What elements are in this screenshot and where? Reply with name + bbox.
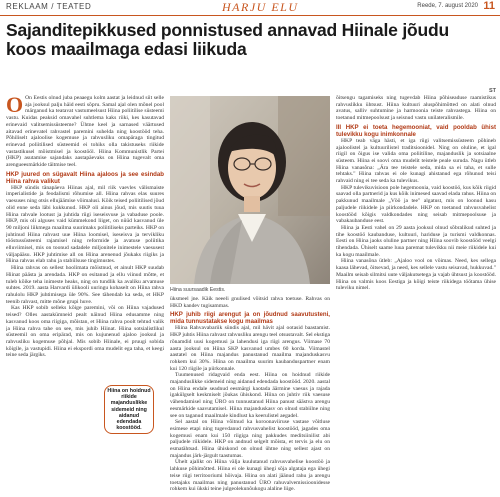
- paragraph: Hiina ja Eesti vahel on 29 aasta jooksul olnud sõbralikud suhted ja tihe koostöö kaubanduse, kultuuri, hariduse ja turismi valdkonnas. Eesti on Hiina jaoks oluline partner ning Hiina soovib koostööd veelgi tihendada. Ühiselt saame luua paremat tulevikku nii meie riikidele kui ka kogu maailmale.: [336, 224, 496, 258]
- masthead: HARJU ELU: [222, 0, 299, 14]
- section-label: REKLAAM / TEATED: [6, 2, 92, 11]
- paragraph: Sel aastal on Hiina võitnud ka koroonaviiruse vastase võitluse esimese etapi ning tugevdanud rahvusvahelist koostööd, jagades oma kogemusi enam kui 150 riigiga ning pakkudes meditsiinilist abi paljudele riikidele. HKP on andnud selgelt mõista, et tervis ja elu on esmatähtsad. Hiina ühiskond on olnud ühtne ning sellest ajast on majandus järk-järgult taastumas.: [170, 419, 330, 459]
- paragraph: Tuumenused ridagvaid enda eest. Hiina on hoidnud riikide majanduslikke sidemeid ning aidanud edendada koostööd. 2020. aastal on Hiina endale seadnud eesmärgi kaotada äärmine vaesus ja rajada igakülgselt keskmiselt jõukas ühiskond. Hiina on juhtiv riik vaesuse vähendamisel ning ÜRO on tunnustanud Hiina panust säästva arengu eesmärkide saavutamisel. Hiina majanduskasv on olnud stabiilne ning see on taganud maailmale kindlust ka keerulistel aegadel.: [170, 372, 330, 419]
- article-column-2: [170, 296, 330, 493]
- subheading-3: III HKP ei toeta hegemooniat, vaid pooldab ühist tulevikku kogu inimkonnale: [336, 123, 496, 138]
- paragraph: Kas HKP sobib selleks kõige paremini, või on Hiina vajadused teised? Olles aastakümneid pealt näinud Hiina edusamme ning kasvanud koos oma riigiga, mõistan, et Hiina rahva poolt tehtud valik ja Hiina rahva tahe on see, mis juhib Hiinat. Hiina sotsialistlikul süsteemil on oma eripärad, mis on kujunenud ajaloo jooksul ja rahvusliku kogemuse põhjal. Mis sobib Hiinale, ei pruugi sobida kõigile, ja vastupidi. Hiina ei ekspordi oma mudelit ega taha, et keegi teine seda järgiks.: [6, 305, 164, 359]
- author-initials: ST: [488, 88, 496, 94]
- portrait-photo: [170, 96, 330, 284]
- pull-quote: Hiina on hoidnud riikide majanduslikke sidemeid ning aidanud edendada koostööd.: [104, 385, 154, 434]
- paragraph: üksmeel jne. Käik neeeli gnulised võitsid rahva toetuse. Rahvas on HKD kandev tugisammas.: [170, 296, 330, 309]
- paragraph: õitsengu tagamiseks ning tugevdab Hiina põhiseaduse raamistikus rahvuslikku ühtsust. Hiina kultuuri aluspõhimõtted on alati olnud avatus, salliv suhtumine ja harmoonia teiste rahvastega. Hiina on toetanud mitmepoolsust ja seisnud vastu unilateralismile.: [336, 95, 496, 122]
- photo-caption: Hiina suursaadik Eestis.: [170, 287, 226, 293]
- drop-cap: O: [6, 95, 24, 117]
- subheading-2: HKP juhib riigi arengut ja on jõudnud saavutusteni, mida tunnustatakse kogu maailmas: [170, 311, 330, 326]
- paragraph: HKP teab väga hästi, et iga riigi valitsemissüsteem põhineb ajaloolistel ja kultuurilistel traditsioonidel. Ning on oluline, et igal riigil on õigus ise valida oma poliitiline, majanduslik ja sotsiaalne süsteem. Hiina ei soovi oma mudelit teistele peale suruda. Nagu ütleb Hiina vanasõna: „Ära tee teistele seda, mida sa ei taha, et sulle tehtaks." Hiina rahvas ei ole kunagi ahistanud ega rõhunud teisi rahvaid ning ei tee seda ka tulevikus.: [336, 137, 496, 185]
- paragraph: Hiina vanasõna ütleb: „Ajaloo vool on võimas. Need, kes sellega kaasa lähevad, õitsevad, ja need, kes sellele vastu seisavad, hukkuvad." Maailm seisab silmitsi uute väljakutsetega ja vajab ühtsust ja koostööd. Hiina on valmis koos Eestiga ja kõigi teiste riikidega töötama ühise tuleviku nimel.: [336, 258, 496, 292]
- article-headline: Sajanditepikkused ponnistused annavad Hiinale jõudu koos maailmaga edasi liikuda: [6, 20, 449, 59]
- paragraph: Hiina Rahvavabariik sündis ajal, mil hävit ajal ootasid baastamist. HKP juhtis Hiina rahvast rahvusliku arengu teel otsustavalt. Sel ekstiga rõnamdid uusi kogemusi ja lahendusi iga riigi arengus. Viimase 70 aasta jooksul on Hiina SKP kasvanud umbes 60 korda. Viimastel aastatel on Hiina majandus panustanud maailma majanduskasvu rohkem kui 30%. Hiina on maailma suurim kaubanduspartner enam kui 120 riigile ja piirkonnale.: [170, 325, 330, 372]
- portrait-image: [170, 96, 330, 284]
- paragraph: Ühelt ajalikt on Hiina välja kuulutanud rahvusvahelise koostöö ja lahkuse põhimõtted. Hiina ei ole kunagi ühegi sõja algataja ega ühegi teise riigi territooriumi hõivaja. Hiina on alati jäänud rahu ja arengu toetajaks maailmas ning panustanud ÜRO rahuvalvemissioonidesse rohkem kui ükski teine julgeolekunõukogu alaline liige.: [170, 459, 330, 493]
- paragraph: Hiina rahvas on sellest hoolimata mõistnud, et ainult HKP suudab Hiinat päästa ja arendada. HKP on esitanud ja ellu viinud mõtte, et tuleb kõike teha inimeste heaks, ning on tundlik ka avaliku arvamuse suhtes. 2019. aasta Harvardi ülikooli uuringu kohaselt on Hiina rahva rahulolu HKP juhtimisega üle 90%. See tähendab ka seda, et HKP teenib rahvast, mitte mõne grupi huve.: [6, 265, 164, 305]
- page-number: 11: [483, 0, 495, 12]
- subheading-1: HKP juured on sügavalt Hiina ajaloos ja see esindab Hiina rahva valikut: [6, 170, 164, 185]
- intro-paragraph: On Eestis olnud juba peaaegu kolm aastat ja leidnud siit selle aja jooksul palju häid eesti sõpru. Samal ajal olen mõnel pool märganud ka teatavat vastumeelsust Hiina poliitilise süsteemi vastu. Kuidas peaksid omavahel suhtlema kaks riiki, kes kasutavad erinevaid valitsemissüsteeme? Ühtne keel ja sarnased väärtused aitavad erinevatel rahvastel paremini suhelda ning koostööd teha. Põhiliselt ajaloolise kogemuse ja rahvusliku omapäraga tingitud erinevad poliitilised süsteemid ei tohiks olla takistuseks riikide vastastikusel mõistmisel ja koostööl. Hiina Kommunistlik Partei (HKP) asutamise sajandaks aastapäevaks on Hiina tugevalt oma arengueesmärkide täitmise teel.: [6, 95, 164, 169]
- article-column-3: [336, 95, 496, 493]
- paragraph: HKP sündis tänapäeva Hiinas ajal, mil riik vaevles välismaiste imperialistide ja feodalismi rõhumise all. Hiina rahvas elas suures vaesuses ning otsis ellujäämise võimalusi. Kõik teised poliitilised jõud olid enne seda läbi kukkunud. HKP oli ainus jõud, mis suutis tuua Hiina rahvale lootust ja juhtida riigi iseseisvuse ja vabaduse poole. HKP, mis oli alguses vaid kümmekond liiget, on nüüd kasvanud üle 90 miljoni liikmega maailma suurimaks poliitiliseks parteiks. HKP on juhtinud Hiina rahvast uue Hiina loomisel, iseseisva ja tervikliku tööstussüsteemi rajamisel ning reformide ja avatuse poliitika elluviimisel, mis on toonud sadadele miljonitele inimestele vaesusest väljapääsu. HKP juhtimise all on Hiina arenenud jõukaks riigiks ja Hiina rahvas elab rahu ja stabiilsuse tingimustes.: [6, 184, 164, 265]
- paragraph: HKP tulevikuvisioon pole hegemoonia, vaid koostöö, kus kõik riigid saavad olla partnerid ja kus kõik inimesed saavad elada rahus. Hiina on pakkunud maailmale „Vöö ja tee" algatust, mis on loonud kasu paljudele riikidele ja piirkondadele. HKP on toetanud rahvusvahelist koostööd kõigis valdkondades ning seisab mitmepoolsuse ja vabakaubanduse eest.: [336, 184, 496, 225]
- issue-date: Reede, 7. august 2020: [417, 3, 478, 9]
- page-header: [0, 0, 500, 16]
